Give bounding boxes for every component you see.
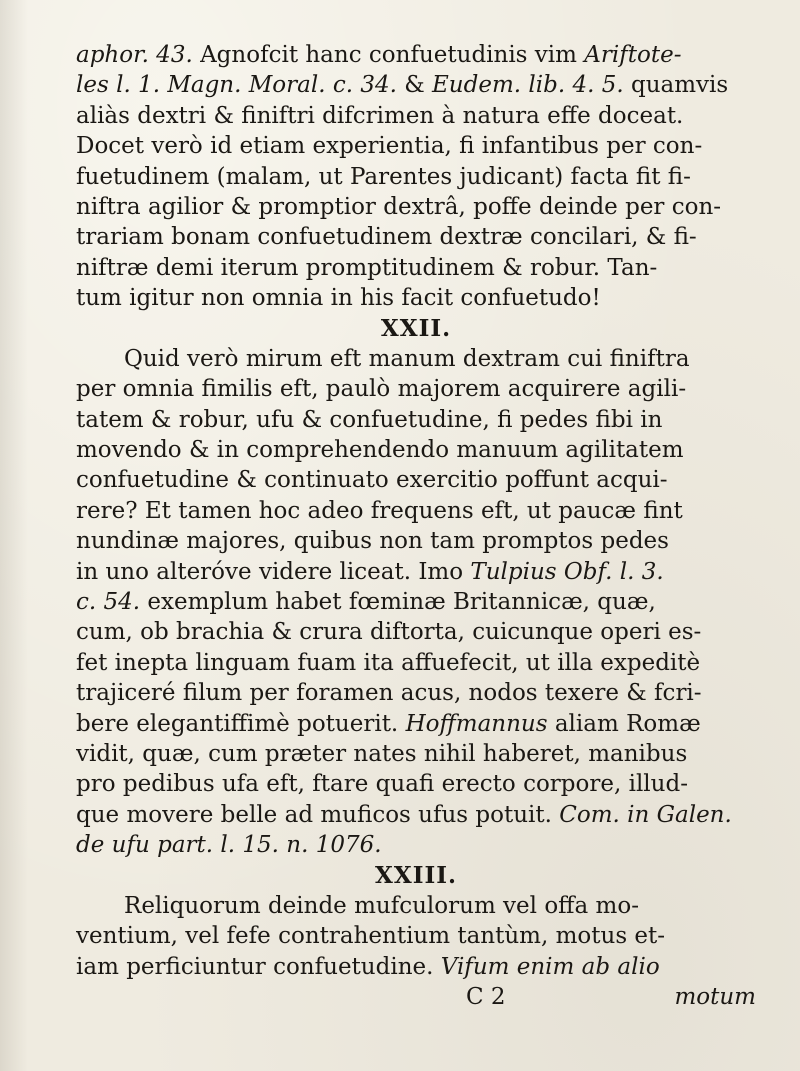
text-run: in uno alteróve videre liceat. Imo [76, 558, 471, 585]
text-line [76, 557, 756, 587]
text-run: tum igitur non omnia in his facit confuetudo! [76, 285, 601, 312]
text-line [76, 435, 756, 465]
text-run: vidit, quæ, cum præter nates nihil haberet, manibus [76, 740, 688, 767]
text-run: nundinæ majores, quibus non tam promptos pedes [76, 528, 669, 555]
text-line [76, 465, 756, 495]
text-line [76, 162, 756, 192]
text-line [76, 921, 756, 951]
text-line [76, 709, 756, 739]
text-line [76, 253, 756, 283]
text-run: Agnofcit hanc confuetudinis vim [192, 42, 585, 68]
text-run: rere? Et tamen hoc adeo frequens eft, ut paucæ fint [76, 497, 683, 524]
text-line [76, 70, 756, 100]
text-line [76, 496, 756, 526]
catchword: motum [674, 984, 756, 1011]
paragraph-1 [76, 40, 756, 314]
text-line [76, 192, 756, 222]
text-line [76, 678, 756, 708]
text-line [76, 830, 756, 860]
section-numeral-23: XXIII. [375, 861, 457, 889]
text-run: trariam bonam confuetudinem dextræ concilari, & fi- [76, 224, 697, 251]
text-run: fuetudinem (malam, ut Parentes judicant) facta fit fi- [76, 163, 691, 190]
italic-run: de ufu part. l. 15. n. 1076. [76, 832, 382, 859]
text-line [76, 101, 756, 131]
italic-run: Ariftote- [584, 42, 682, 68]
text-run: trajiceré filum per foramen acus, nodos texere & fcri- [76, 680, 702, 707]
text-run: Docet verò id etiam experientia, fi infantibus per con- [76, 133, 703, 160]
paragraph-2 [76, 344, 756, 861]
text-line [76, 131, 756, 161]
text-run: per omnia fimilis eft, paulò majorem acquirere agili- [76, 376, 687, 403]
italic-run: Eudem. lib. 4. 5. [432, 72, 624, 99]
text-line [76, 405, 756, 435]
text-line [76, 344, 756, 374]
text-line [76, 40, 756, 70]
italic-run: Com. in Galen. [559, 801, 732, 828]
text-line [76, 952, 756, 982]
italic-run: les l. 1. Magn. Moral. c. 34. [76, 72, 397, 99]
text-line [76, 374, 756, 404]
signature-mark: C 2 [466, 984, 506, 1011]
text-line [76, 526, 756, 556]
text-line [76, 587, 756, 617]
text-run: que movere belle ad muficos ufus potuit. [76, 801, 560, 828]
text-run: fet inepta linguam fuam ita affuefecit, ut illa expeditè [76, 649, 701, 676]
paragraph-3 [76, 891, 756, 982]
page-edge-shadow [0, 0, 28, 1071]
section-numeral-22: XXII. [380, 314, 452, 342]
text-run: tatem & robur, ufu & confuetudine, fi pedes fibi in [76, 406, 663, 433]
text-run: quamvis [623, 72, 729, 99]
footer-line [76, 982, 756, 1012]
text-run: movendo & in comprehendendo manuum agilitatem [76, 437, 684, 464]
text-line [76, 617, 756, 647]
text-run: aliàs dextri & finiftri difcrimen à natura effe doceat. [76, 102, 684, 129]
text-block [76, 40, 756, 1013]
text-run: niftræ demi iterum promptitudinem & robur. Tan- [76, 254, 658, 281]
text-run: niftra agilior & promptior dextrâ, poffe deinde per con- [76, 193, 722, 220]
text-line [76, 769, 756, 799]
italic-run: Hoffmannus [405, 710, 548, 737]
text-run: aliam Romæ [547, 710, 701, 737]
italic-run: Tulpius Obf. l. 3. [470, 558, 664, 585]
text-line [76, 739, 756, 769]
text-run: confuetudine & continuato exercitio poffunt acqui- [76, 467, 668, 494]
text-line [76, 283, 756, 313]
text-run: pro pedibus ufa eft, ftare quafi erecto corpore, illud- [76, 771, 688, 798]
text-line [76, 800, 756, 830]
text-run: cum, ob brachia & crura diftorta, cuicunque operi es- [76, 619, 702, 646]
text-line [76, 222, 756, 252]
italic-run: aphor. 43. [76, 42, 193, 68]
text-run: iam perficiuntur confuetudine. [76, 953, 441, 980]
text-run: bere elegantiffimè potuerit. [76, 710, 406, 737]
text-run: Reliquorum deinde mufculorum vel offa mo- [124, 892, 639, 919]
text-run: & [396, 72, 433, 99]
text-line [76, 891, 756, 921]
italic-run: c. 54. [76, 589, 141, 616]
text-run: exemplum habet fœminæ Britannicæ, quæ, [140, 589, 656, 616]
text-run: ventium, vel fefe contrahentium tantùm, motus et- [76, 923, 666, 950]
italic-run: Vifum enim ab alio [440, 953, 660, 980]
text-run: Quid verò mirum eft manum dextram cui finiftra [124, 345, 690, 372]
text-line [76, 648, 756, 678]
